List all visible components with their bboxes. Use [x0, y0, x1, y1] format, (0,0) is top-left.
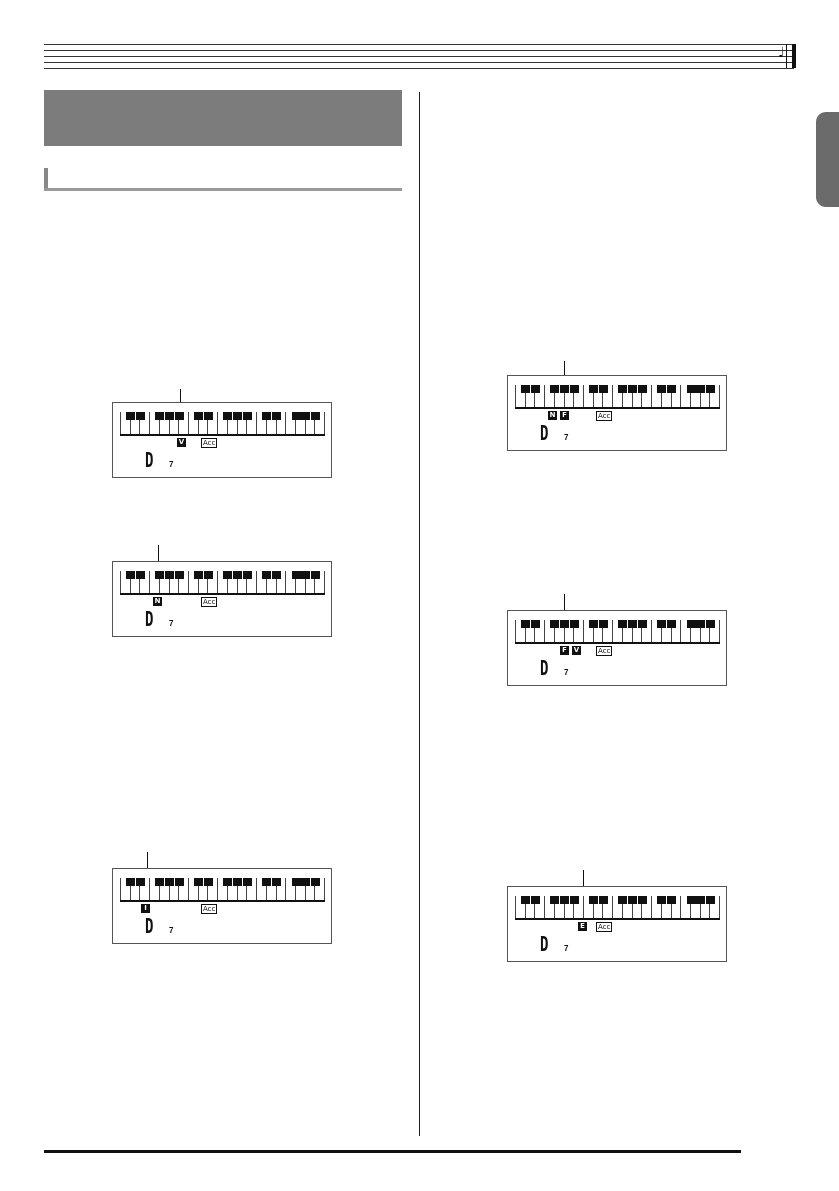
black-key [165, 878, 174, 886]
black-key [194, 571, 203, 579]
black-key [531, 620, 540, 628]
black-key [243, 412, 252, 420]
black-key [136, 571, 145, 579]
black-key [618, 385, 627, 393]
chord-suffix: 7 [169, 926, 174, 935]
chord-root: D [540, 932, 549, 956]
chord-root: D [145, 607, 154, 631]
lcd-display [112, 402, 332, 478]
black-key [311, 878, 320, 886]
black-key [262, 878, 271, 886]
black-key [570, 896, 579, 904]
black-key [233, 878, 242, 886]
indicator-i: I [141, 904, 150, 913]
black-key [292, 878, 301, 886]
black-key [204, 571, 213, 579]
black-key [165, 412, 174, 420]
black-key [175, 878, 184, 886]
black-key [194, 878, 203, 886]
subsection-heading [44, 168, 402, 190]
black-key [531, 385, 540, 393]
black-key [243, 571, 252, 579]
staff-barline [786, 44, 787, 68]
chord-suffix: 7 [564, 668, 569, 677]
black-key [628, 620, 637, 628]
lcd-display [507, 886, 727, 962]
acc-indicator: Acc [598, 412, 611, 420]
black-key [657, 385, 666, 393]
black-key [638, 620, 647, 628]
chord-root: D [540, 656, 549, 680]
acc-indicator: Acc [203, 905, 216, 913]
indicator-row [508, 411, 726, 421]
black-key [560, 896, 569, 904]
music-note-icon: ♩ [778, 45, 785, 61]
black-key [233, 571, 242, 579]
acc-indicator: Acc [203, 598, 216, 606]
black-key [589, 620, 598, 628]
chord-root: D [145, 914, 154, 938]
indicator-f: F [560, 411, 569, 420]
black-key [628, 385, 637, 393]
chord-suffix: 7 [564, 433, 569, 442]
subsection-bar [44, 168, 48, 190]
black-key [657, 620, 666, 628]
black-key [696, 385, 705, 393]
black-key [311, 412, 320, 420]
chord-root: D [540, 421, 549, 445]
black-key [667, 385, 676, 393]
black-key [687, 620, 696, 628]
black-key [272, 878, 281, 886]
chord-suffix: 7 [169, 619, 174, 628]
staff-end-barline [792, 44, 796, 68]
black-key [618, 896, 627, 904]
black-key [550, 385, 559, 393]
black-key [667, 896, 676, 904]
black-key [599, 620, 608, 628]
staff-line [44, 44, 794, 45]
black-key [175, 571, 184, 579]
black-key [628, 896, 637, 904]
indicator-row [113, 904, 331, 914]
black-key [521, 385, 530, 393]
black-key [687, 896, 696, 904]
black-key [292, 571, 301, 579]
black-key [696, 896, 705, 904]
black-key [126, 412, 135, 420]
indicator-n: N [549, 411, 556, 419]
subsection-rule [44, 188, 402, 191]
column-divider [419, 92, 420, 1136]
black-key [531, 896, 540, 904]
black-key [589, 896, 598, 904]
black-key [560, 620, 569, 628]
lcd-display [112, 868, 332, 944]
black-key [599, 385, 608, 393]
black-key [301, 878, 310, 886]
staff-line [44, 68, 794, 69]
section-title-box [44, 90, 402, 146]
black-key [204, 878, 213, 886]
black-key [243, 878, 252, 886]
acc-indicator: Acc [203, 439, 216, 447]
black-key [521, 896, 530, 904]
lcd-display [112, 561, 332, 637]
black-key [570, 620, 579, 628]
black-key [223, 878, 232, 886]
black-key [521, 620, 530, 628]
indicator-row [113, 438, 331, 448]
black-key [223, 412, 232, 420]
indicator-e: E [578, 922, 587, 931]
black-key [272, 412, 281, 420]
black-key [301, 571, 310, 579]
black-key [126, 571, 135, 579]
black-key [272, 571, 281, 579]
black-key [696, 620, 705, 628]
black-key [550, 620, 559, 628]
chord-suffix: 7 [169, 460, 174, 469]
black-key [667, 620, 676, 628]
black-key [233, 412, 242, 420]
black-key [311, 571, 320, 579]
staff-line [44, 56, 794, 57]
indicator-row [508, 922, 726, 932]
staff-line [44, 62, 794, 63]
indicator-n: N [154, 597, 161, 605]
chapter-tab [816, 112, 839, 207]
black-key [223, 571, 232, 579]
black-key [155, 571, 164, 579]
black-key [706, 896, 715, 904]
black-key [136, 412, 145, 420]
black-key [175, 412, 184, 420]
black-key [687, 385, 696, 393]
indicator-v: V [178, 438, 185, 446]
black-key [589, 385, 598, 393]
chord-suffix: 7 [564, 944, 569, 953]
black-key [194, 412, 203, 420]
acc-indicator: Acc [598, 647, 611, 655]
black-key [706, 385, 715, 393]
black-key [550, 896, 559, 904]
staff-line [44, 50, 794, 51]
black-key [301, 412, 310, 420]
black-key [155, 878, 164, 886]
black-key [126, 878, 135, 886]
black-key [599, 896, 608, 904]
black-key [706, 620, 715, 628]
black-key [292, 412, 301, 420]
black-key [155, 412, 164, 420]
black-key [262, 571, 271, 579]
indicator-f: F [560, 646, 569, 655]
indicator-row [113, 597, 331, 607]
indicator-v: V [573, 646, 580, 654]
indicator-row [508, 646, 726, 656]
acc-indicator: Acc [598, 923, 611, 931]
footer-rule [44, 1150, 741, 1153]
black-key [570, 385, 579, 393]
black-key [618, 620, 627, 628]
black-key [657, 896, 666, 904]
black-key [204, 412, 213, 420]
lcd-display [507, 375, 727, 451]
lcd-display [507, 610, 727, 686]
black-key [638, 896, 647, 904]
black-key [165, 571, 174, 579]
black-key [638, 385, 647, 393]
chord-root: D [145, 448, 154, 472]
black-key [136, 878, 145, 886]
black-key [262, 412, 271, 420]
black-key [560, 385, 569, 393]
